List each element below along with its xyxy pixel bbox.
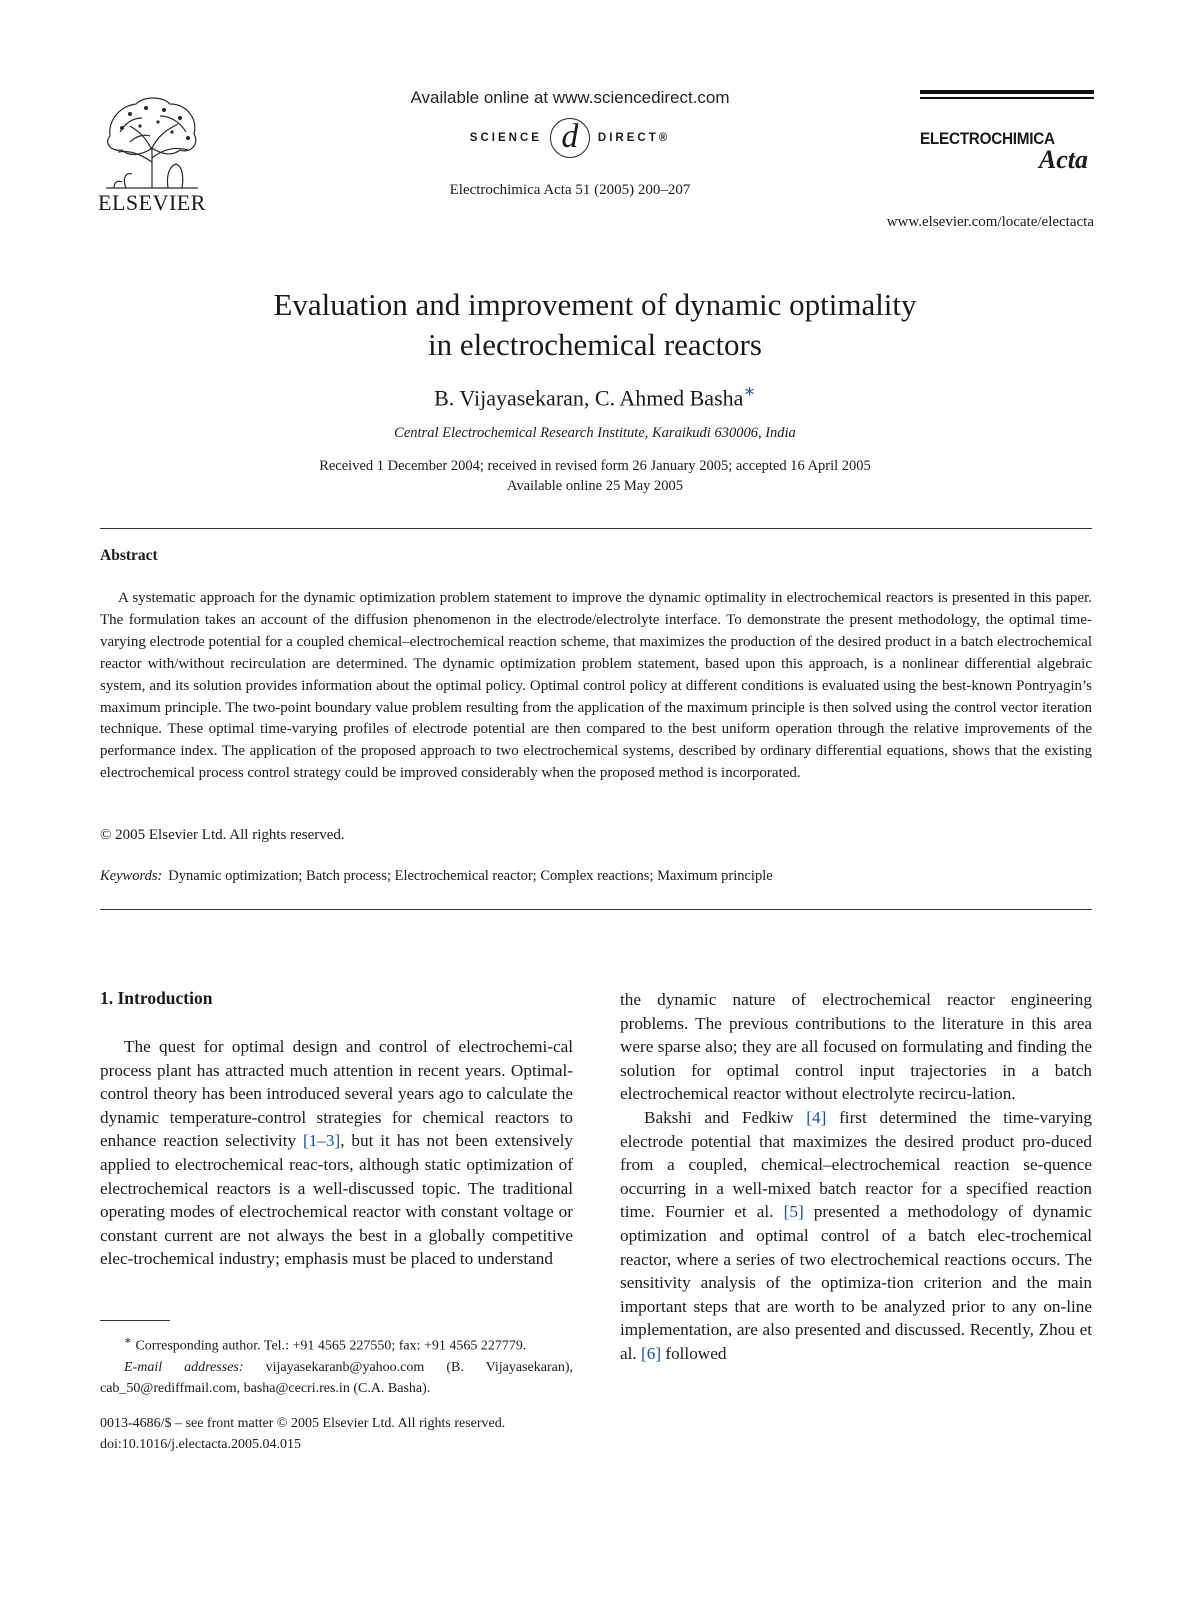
article-title — [150, 285, 1040, 365]
abstract-copyright: © 2005 Elsevier Ltd. All rights reserved. — [100, 827, 345, 843]
sciencedirect-right-text: DIRECT® — [597, 132, 671, 144]
journal-rule-thin — [920, 97, 1094, 99]
footnote-text: Corresponding author. Tel.: +91 4565 227550; fax: +91 4565 227779. — [135, 1338, 527, 1354]
keywords-list: Dynamic optimization; Batch process; Electrochemical reactor; Complex reactions; Maximum principle — [168, 868, 773, 884]
footnote-mark: ∗ — [124, 1334, 132, 1347]
corresponding-author-mark: ∗ — [743, 381, 756, 401]
paragraph-text: presented a methodology of dynamic optimization and optimal control of a batch elec-trochemical reactor, where a series of two electrochemical reactions occurs. The sensitivity analysis of the optimiza-tion criterion and the main important steps that are worth to be analyzed prior to any on-line implementation, are also presented and discussed. Recently, Zhou et al. — [620, 1202, 1092, 1363]
abstract-bottom-rule — [100, 909, 1092, 910]
citation-link[interactable]: [4] — [806, 1107, 827, 1127]
section-heading-introduction: 1. Introduction — [100, 988, 213, 1008]
abstract-text: A systematic approach for the dynamic optimization problem statement to improve the dynamic optimality in electrochemical reactors is presented in this paper. The formulation takes an account of the diffusion phenomenon in the electrode/electrolyte interface. To demonstrate the present methodology, the optimal time-varying electrode potential for a coupled chemical–electrochemical reaction scheme, that maximizes the production of the desired product in a batch electrochemical reactor with/without recirculation are determined. The dynamic optimization problem statement, based upon this approach, is a nonlinear differential algebraic system, and its solution provides information about the optimal policy. Optimal control policy at different conditions is evaluated using the best-known Pontryagin’s maximum principle. The two-point boundary value problem resulting from the application of the maximum principle is then solved using the control vector iteration technique. These optimal time-varying profiles of electrode potential are then compared to the best uniform operation through the relative improvements of the performance index. The application of the proposed approach to two electrochemical systems, described by ordinary differential equations, shows that the existing electrochemical process control strategy could be improved considerably when the proposed method is incorporated. — [100, 590, 1092, 782]
sciencedirect-d-icon: d — [550, 118, 590, 158]
author-list — [150, 381, 1040, 411]
journal-rule-thick — [920, 90, 1094, 94]
journal-name: ELECTROCHIMICA — [920, 129, 1055, 148]
paragraph-text: , but it has not been extensively applied to electrochemical reac-tors, although static optimization of electrochemical reactors is a well-discussed topic. The traditional operating modes of electrochemical reactor with constant voltage or constant current are not always the best in a globally competitive elec-trochemical industry; emphasis must be placed to understand — [100, 1131, 573, 1269]
citation-link[interactable]: [6] — [641, 1343, 662, 1363]
intro-paragraph-1 — [100, 1035, 573, 1271]
received-dates: Received 1 December 2004; received in revised form 26 January 2005; accepted 16 April 2005 — [319, 458, 871, 474]
email-label: E-mail addresses: — [124, 1359, 244, 1375]
affiliation: Central Electrochemical Research Institute, Karaikudi 630006, India — [394, 425, 796, 441]
abstract-heading: Abstract — [100, 547, 158, 564]
journal-logo — [920, 90, 1094, 175]
footnote — [100, 1330, 573, 1399]
elsevier-tree-icon — [100, 92, 204, 192]
publisher-name: ELSEVIER — [98, 190, 206, 215]
intro-paragraph-2 — [620, 1106, 1092, 1366]
journal-citation: Electrochimica Acta 51 (2005) 200–207 — [449, 182, 691, 198]
paragraph-text: Bakshi and Fedkiw — [644, 1107, 807, 1127]
abstract-top-rule — [100, 528, 1092, 529]
keywords-label: Keywords: — [100, 868, 163, 884]
journal-header-center — [330, 88, 810, 199]
sciencedirect-logo — [330, 118, 810, 158]
left-column — [100, 1035, 573, 1271]
paragraph-text: followed — [661, 1343, 727, 1363]
footnote-corresponding — [100, 1330, 573, 1357]
paragraph-text: first determined the time-varying electrode potential that maximizes the desired product pro-duced from a coupled, chemical–electrochemical reaction se-quence occurring in a well-mixed batch reactor for a specified reaction time. Fournier et al. — [620, 1107, 1092, 1222]
footer-info — [100, 1414, 580, 1455]
article-title-line-2: in electrochemical reactors — [428, 327, 762, 362]
elsevier-logo — [96, 92, 208, 216]
authors-text: B. Vijayasekaran, C. Ahmed Basha — [434, 385, 744, 411]
keywords — [100, 868, 773, 885]
doi-line: doi:10.1016/j.electacta.2005.04.015 — [100, 1436, 302, 1452]
footnote-emails — [100, 1357, 573, 1399]
footnote-rule — [100, 1320, 170, 1321]
available-online-date: Available online 25 May 2005 — [506, 478, 684, 494]
article-title-line-1: Evaluation and improvement of dynamic optimality — [273, 287, 917, 322]
available-online-text: Available online at www.sciencedirect.com — [410, 88, 730, 107]
sciencedirect-left-text: SCIENCE — [469, 132, 542, 144]
issn-line: 0013-4686/$ – see front matter © 2005 Elsevier Ltd. All rights reserved. — [100, 1416, 506, 1431]
intro-paragraph-continued: the dynamic nature of electrochemical reactor engineering problems. The previous contributions to the literature in this area were sparse also; they are all focused on formulating and finding the solution for optimal control input trajectories in a batch electrochemical reactor without electrolyte recircu-lation. — [620, 990, 1092, 1104]
journal-subname: Acta — [1038, 145, 1088, 174]
citation-link[interactable]: [5] — [783, 1202, 804, 1222]
citation-link[interactable]: [1–3] — [302, 1131, 341, 1151]
right-column — [620, 988, 1092, 1366]
paragraph-text: The quest for optimal design and control of electrochemi-cal process plant has attracted much attention in recent years. Optimal-control theory has been introduced several years ago to calculate the dynamic temperature-control strategies for chemical reactors to enhance reaction selectivity — [100, 1037, 573, 1151]
article-dates — [150, 456, 1040, 496]
email-addresses: vijayasekaranb@yahoo.com (B. Vijayasekaran), cab_50@rediffmail.com, basha@cecri.res.in (C.A. Basha). — [100, 1359, 574, 1396]
journal-url: www.elsevier.com/locate/electacta — [886, 214, 1094, 230]
